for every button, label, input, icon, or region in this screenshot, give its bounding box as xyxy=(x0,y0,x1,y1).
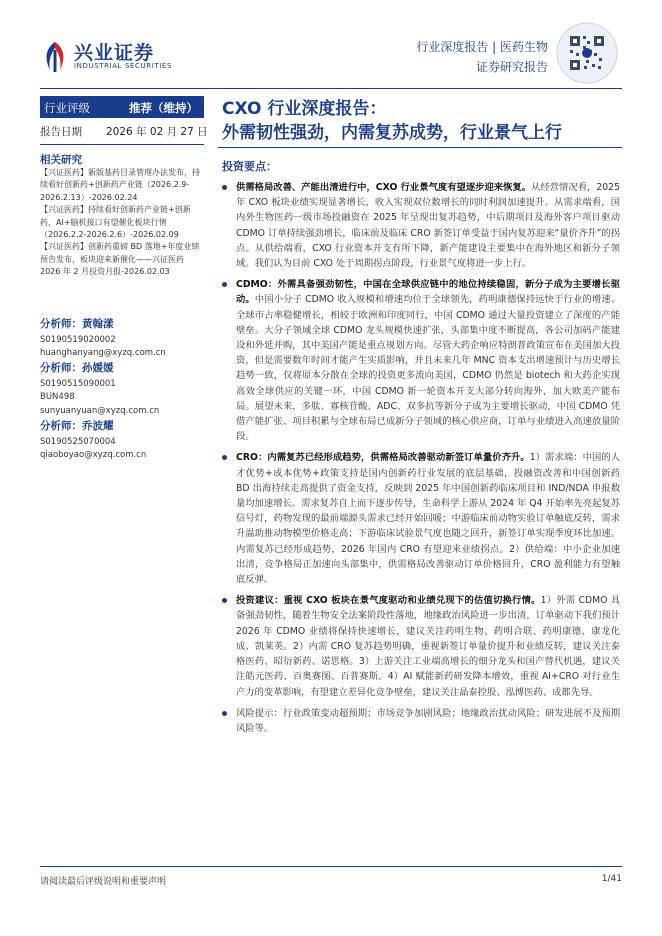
left-divider xyxy=(40,144,204,145)
related-research-list xyxy=(40,167,204,279)
analyst-email[interactable]: sunyuanyuan@xyzq.com.cn xyxy=(40,405,160,416)
analyst-id: BUN498 xyxy=(40,392,75,402)
page-number: 1/41 xyxy=(601,874,622,884)
report-date-value: 2026 年 02 月 27 日 xyxy=(106,126,208,138)
related-item[interactable]: 【兴证医药】新版基药目录管理办法发布，持续看好创新药+创新药产业链（2026.2.9-2026.2.13）-2026.02.24 xyxy=(40,168,200,202)
key-point-text: 1）外需 CDMO 具备强劲韧性，随着生物安全法案阶段性落地，地缘政治风险进一步出清，订单驱动下我们预计 2026 年 CDMO 业绩将保持快速增长，建议关注药明生物、药明合联、药明康德、康龙化成、凯莱英。2）内需 CRO 复苏趋势明确，重视新签订单量价提升和业绩反转，建议关注泰格医药、昭衍新药、诺思格。3）上游关注工业端高增长的细分龙头和国产替代机遇，建议关注皓元医药、百奥赛图、百普赛斯。4）AI 赋能新药研发降本增效，重视 AI+CRO 对行业生产力的变革影响，有望建立差异化竞争壁垒，建议关注晶泰控股、泓博医药、成都先导。 xyxy=(236,595,620,698)
analyst-card xyxy=(40,362,204,418)
analyst-name: 分析师：乔波耀 xyxy=(40,420,114,432)
analyst-email[interactable]: huanghanyang@xyzq.com.cn xyxy=(40,348,166,358)
key-point-heading: 投资建议：重视 CXO 板块在景气度驱动和业绩兑现下的估值切换行情。 xyxy=(236,595,541,607)
rating-value: 推荐（维持） xyxy=(129,101,198,115)
rating-bar xyxy=(40,96,204,118)
analyst-card xyxy=(40,318,204,361)
key-point-text: 1）需求端：中国的人才优势+成本优势+政策支持是国内创新药行业发展的底层基础，投融资改善和中国创新药 BD 出海持续走高提供了资金支持，反映到 2025 年中国创新药临床项目和 IND/NDA 申报数量均加速增长。需求复苏自上而下逐步传导，生命科学上游从 2024 年 Q4 开始率先亮起复苏信号灯，药物发现的最前端源头需求已经开始回暖；中游临床前动物实验订单触底反转，需求升温助推动物模型价格走高；下游临床试验景气度也随之回升，新签订单实现季度环比加速。内需复苏已经形成趋势，2026 年国内 CRO 有望迎来业绩拐点。2）供给端：中小企业加速出清，竞争格局正加速向头部集中，供需格局改善驱动订单价格回升，CRO 盈利能力有望触底反弹。 xyxy=(236,452,620,586)
related-item[interactable]: 【兴证医药】持续看好创新药产业链+创新药，AI+脑机接口有望催化板块行情（2026.2.2-2026.2.6）-2026.02.09 xyxy=(40,205,191,240)
brand-mark-icon xyxy=(40,40,70,74)
key-point-text: 风险提示：行业政策变动超预期；市场竞争加剧风险；地缘政治扰动风险；研发进展不及预期风险等。 xyxy=(236,707,620,734)
key-point xyxy=(222,593,620,699)
analyst-cert: S0190519020002 xyxy=(40,334,116,345)
qr-code-icon xyxy=(556,22,618,84)
key-point-heading: CRO：内需复苏已经形成趋势，供需格局改善驱动新签订单量价齐升。 xyxy=(236,452,530,464)
footer-disclaimer: 请阅读最后评级说明和重要声明 xyxy=(40,877,167,887)
rating-label: 行业评级 xyxy=(44,101,90,115)
bullet-icon xyxy=(222,598,227,603)
key-point xyxy=(222,450,620,587)
key-point xyxy=(222,277,620,444)
key-point xyxy=(222,180,620,271)
related-item[interactable]: 【兴证医药】创新药重磅 BD 落地+年度业绩预告发布，板块迎来新催化——兴证医药 2026 年 2 月投资月报-2026.02.03 xyxy=(40,242,200,277)
title-divider xyxy=(218,147,622,148)
key-points-title: 投资要点： xyxy=(222,160,277,173)
report-title-line1: CXO 行业深度报告： xyxy=(222,99,387,119)
key-point-text: 中国小分子 CDMO 收入规模和增速均位于全球领先，药明康德保持远快于行业的增速、全球市占率稳健增长，相较于欧洲和印度同行，中国 CDMO 通过大量投资建立了深度的产能壁垒。大分子领域全球 CDMO 龙头规模快速扩张，头部集中度不断提高，各公司加码产能建设和外延并购，其中美国产能是重点规划方向。尽管大药企响应特朗普政策宣布在美国加大投资，但是需要数年时间才能产生实质影响，并且未来几年 MNC 资本支出增速预计与历史增长趋势一致，仅将原本分散在全球的投资更多流向美国，CDMO 仍然是 biotech 和大药企实现高效全球供应的关键一环，中国 CDMO 新一轮资本开支大部分转向海外，加大欧美产能布局。展望未来，多肽、寡核苷酸、ADC、双多抗等新分子成为主要增长驱动，中国 CDMO 凭借产能扩张、项目积累与全球布局已成新分子领域的核心供应商，订单与业绩进入高速放量阶段。 xyxy=(236,294,620,443)
analyst-name: 分析师：黄翰漾 xyxy=(40,318,114,330)
key-point-text: 从经营情况看，2025 年 CXO 板块业绩实现显著增长，收入实现双位数增长的同时利润加速提升。从需求端看，国内外生物医药一级市场投融资在 2025 年呈现出复苏趋势，中后期项目及海外客户项目驱动 CDMO 订单持续强劲增长，临床前及临床 CRO 新签订单受益于国内复苏迎来“量价齐升”的拐点。从供给端看，CXO 行业资本开支有所下降，新产能建设主要集中在海外地区和新分子领域。我们认为目前 CXO 处于周期拐点阶段，行业景气度将进一步上行。 xyxy=(236,182,620,270)
report-category: 行业深度报告 | 医药生物 xyxy=(416,40,548,54)
risk-warning xyxy=(222,706,620,736)
analyst-name: 分析师：孙媛媛 xyxy=(40,362,114,374)
header-divider xyxy=(40,88,622,89)
brand-name-en: INDUSTRIAL SECURITIES xyxy=(74,62,172,70)
bullet-icon xyxy=(222,711,227,716)
brand-name-cn: 兴业证券 xyxy=(74,42,155,64)
key-point-heading: 供需格局改善、产能出清进行中，CXO 行业景气度有望逐步迎来恢复。 xyxy=(236,182,532,193)
brand-logo xyxy=(40,38,170,78)
bullet-icon xyxy=(222,455,227,460)
analyst-cert: S0190525070004 xyxy=(40,436,116,447)
report-date-label: 报告日期 xyxy=(40,126,82,138)
report-title-line2: 外需韧性强劲，内需复苏成势，行业景气上行 xyxy=(222,123,562,143)
analyst-email[interactable]: qiaoboyao@xyzq.com.cn xyxy=(40,450,147,460)
report-date xyxy=(40,124,208,139)
footer-divider xyxy=(40,866,622,867)
key-point-heading: CDMO：外需具备强劲韧性，中国在全球供应链中的地位持续稳固，新分子成为主要增长驱动。 xyxy=(236,279,620,306)
analyst-cert: S0190515090001 xyxy=(40,378,116,389)
bullet-icon xyxy=(222,185,227,190)
analyst-card xyxy=(40,420,204,463)
report-type: 证券研究报告 xyxy=(475,60,548,74)
bullet-icon xyxy=(222,282,227,287)
related-research-title: 相关研究 xyxy=(40,154,82,166)
key-points-list xyxy=(222,180,620,742)
